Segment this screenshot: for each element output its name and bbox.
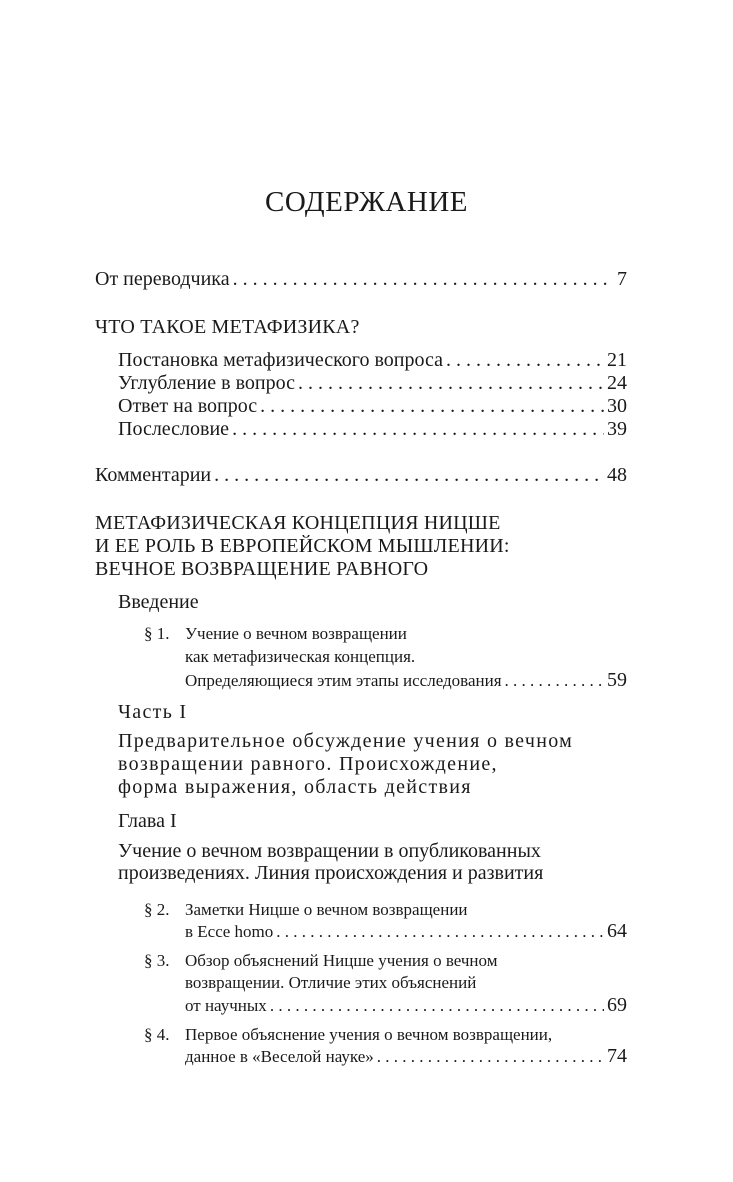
leader-dots [233, 268, 614, 291]
part-title-line: Предварительное обсуждение учения о вечном [118, 730, 574, 752]
toc-entry-section-1[interactable] [185, 669, 627, 692]
leader-dots [260, 395, 604, 418]
intro-heading: Введение [118, 591, 199, 613]
toc-page-number: 21 [607, 349, 627, 371]
toc-entry-label: Ответ на вопрос [118, 395, 258, 417]
toc-entry-label: данное в «Веселой науке» [185, 1047, 374, 1066]
section-heading-nietzsche-line-2: И ЕЕ РОЛЬ В ЕВРОПЕЙСКОМ МЫШЛЕНИИ: [95, 535, 510, 557]
toc-page-number: 69 [607, 994, 627, 1016]
toc-entry-label: От переводчика [95, 268, 230, 290]
toc-entry-label: Постановка метафизического вопроса [118, 349, 443, 371]
section-title-line: возвращении. Отличие этих объяснений [185, 973, 477, 992]
leader-dots [270, 996, 604, 1016]
section-number: § 4. [144, 1025, 170, 1044]
part-title-line: возвращении равного. Происхождение, [118, 753, 498, 775]
section-heading-nietzsche-line-3: ВЕЧНОЕ ВОЗВРАЩЕНИЕ РАВНОГО [95, 558, 429, 580]
leader-dots [214, 464, 604, 487]
section-heading-nietzsche-line-1: МЕТАФИЗИЧЕСКАЯ КОНЦЕПЦИЯ НИЦШЕ [95, 512, 501, 534]
toc-entry-label: от научных [185, 996, 267, 1015]
section-title-line: Первое объяснение учения о вечном возвращении, [185, 1025, 553, 1044]
leader-dots [232, 418, 604, 441]
toc-entry[interactable] [118, 418, 627, 441]
toc-entry-label: Углубление в вопрос [118, 372, 295, 394]
toc-entry-label: в Ecce homo [185, 922, 274, 941]
section-title-line: Заметки Ницше о вечном возвращении [185, 900, 468, 919]
toc-entry-label: Комментарии [95, 464, 212, 486]
toc-page-number: 59 [607, 669, 627, 691]
toc-entry-translator[interactable] [95, 268, 627, 291]
section-heading-metaphysics: ЧТО ТАКОЕ МЕТАФИЗИКА? [95, 316, 360, 338]
leader-dots [298, 372, 604, 395]
toc-entry-section-4[interactable] [185, 1045, 627, 1068]
toc-page-number: 7 [617, 268, 627, 290]
toc-page-number: 30 [607, 395, 627, 417]
leader-dots [276, 922, 604, 942]
section-title-line: Учение о вечном возвращении [185, 624, 407, 643]
page-title: СОДЕРЖАНИЕ [265, 186, 468, 218]
section-number: § 1. [144, 624, 170, 643]
toc-page-number: 74 [607, 1045, 627, 1067]
toc-entry[interactable] [118, 395, 627, 418]
toc-entry-section-2[interactable] [185, 920, 627, 943]
part-label: Часть I [118, 701, 188, 723]
toc-entry-label: Определяющиеся этим этапы исследования [185, 671, 502, 690]
leader-dots [377, 1047, 604, 1067]
section-number: § 3. [144, 951, 170, 970]
toc-entry[interactable] [118, 372, 627, 395]
chapter-label: Глава I [118, 810, 177, 832]
section-title-line: как метафизическая концепция. [185, 647, 416, 666]
toc-page-number: 39 [607, 418, 627, 440]
toc-entry-section-3[interactable] [185, 994, 627, 1017]
toc-page-number: 64 [607, 920, 627, 942]
toc-page-number: 48 [607, 464, 627, 486]
section-number: § 2. [144, 900, 170, 919]
toc-page-number: 24 [607, 372, 627, 394]
leader-dots [446, 349, 604, 372]
leader-dots [505, 671, 604, 691]
toc-entry[interactable] [118, 349, 627, 372]
chapter-title-line: произведениях. Линия происхождения и развития [118, 862, 544, 884]
section-title-line: Обзор объяснений Ницше учения о вечном [185, 951, 498, 970]
toc-entry-label: Послесловие [118, 418, 230, 440]
toc-entry-comments[interactable] [95, 464, 627, 487]
chapter-title-line: Учение о вечном возвращении в опубликованных [118, 840, 541, 862]
part-title-line: форма выражения, область действия [118, 776, 472, 798]
